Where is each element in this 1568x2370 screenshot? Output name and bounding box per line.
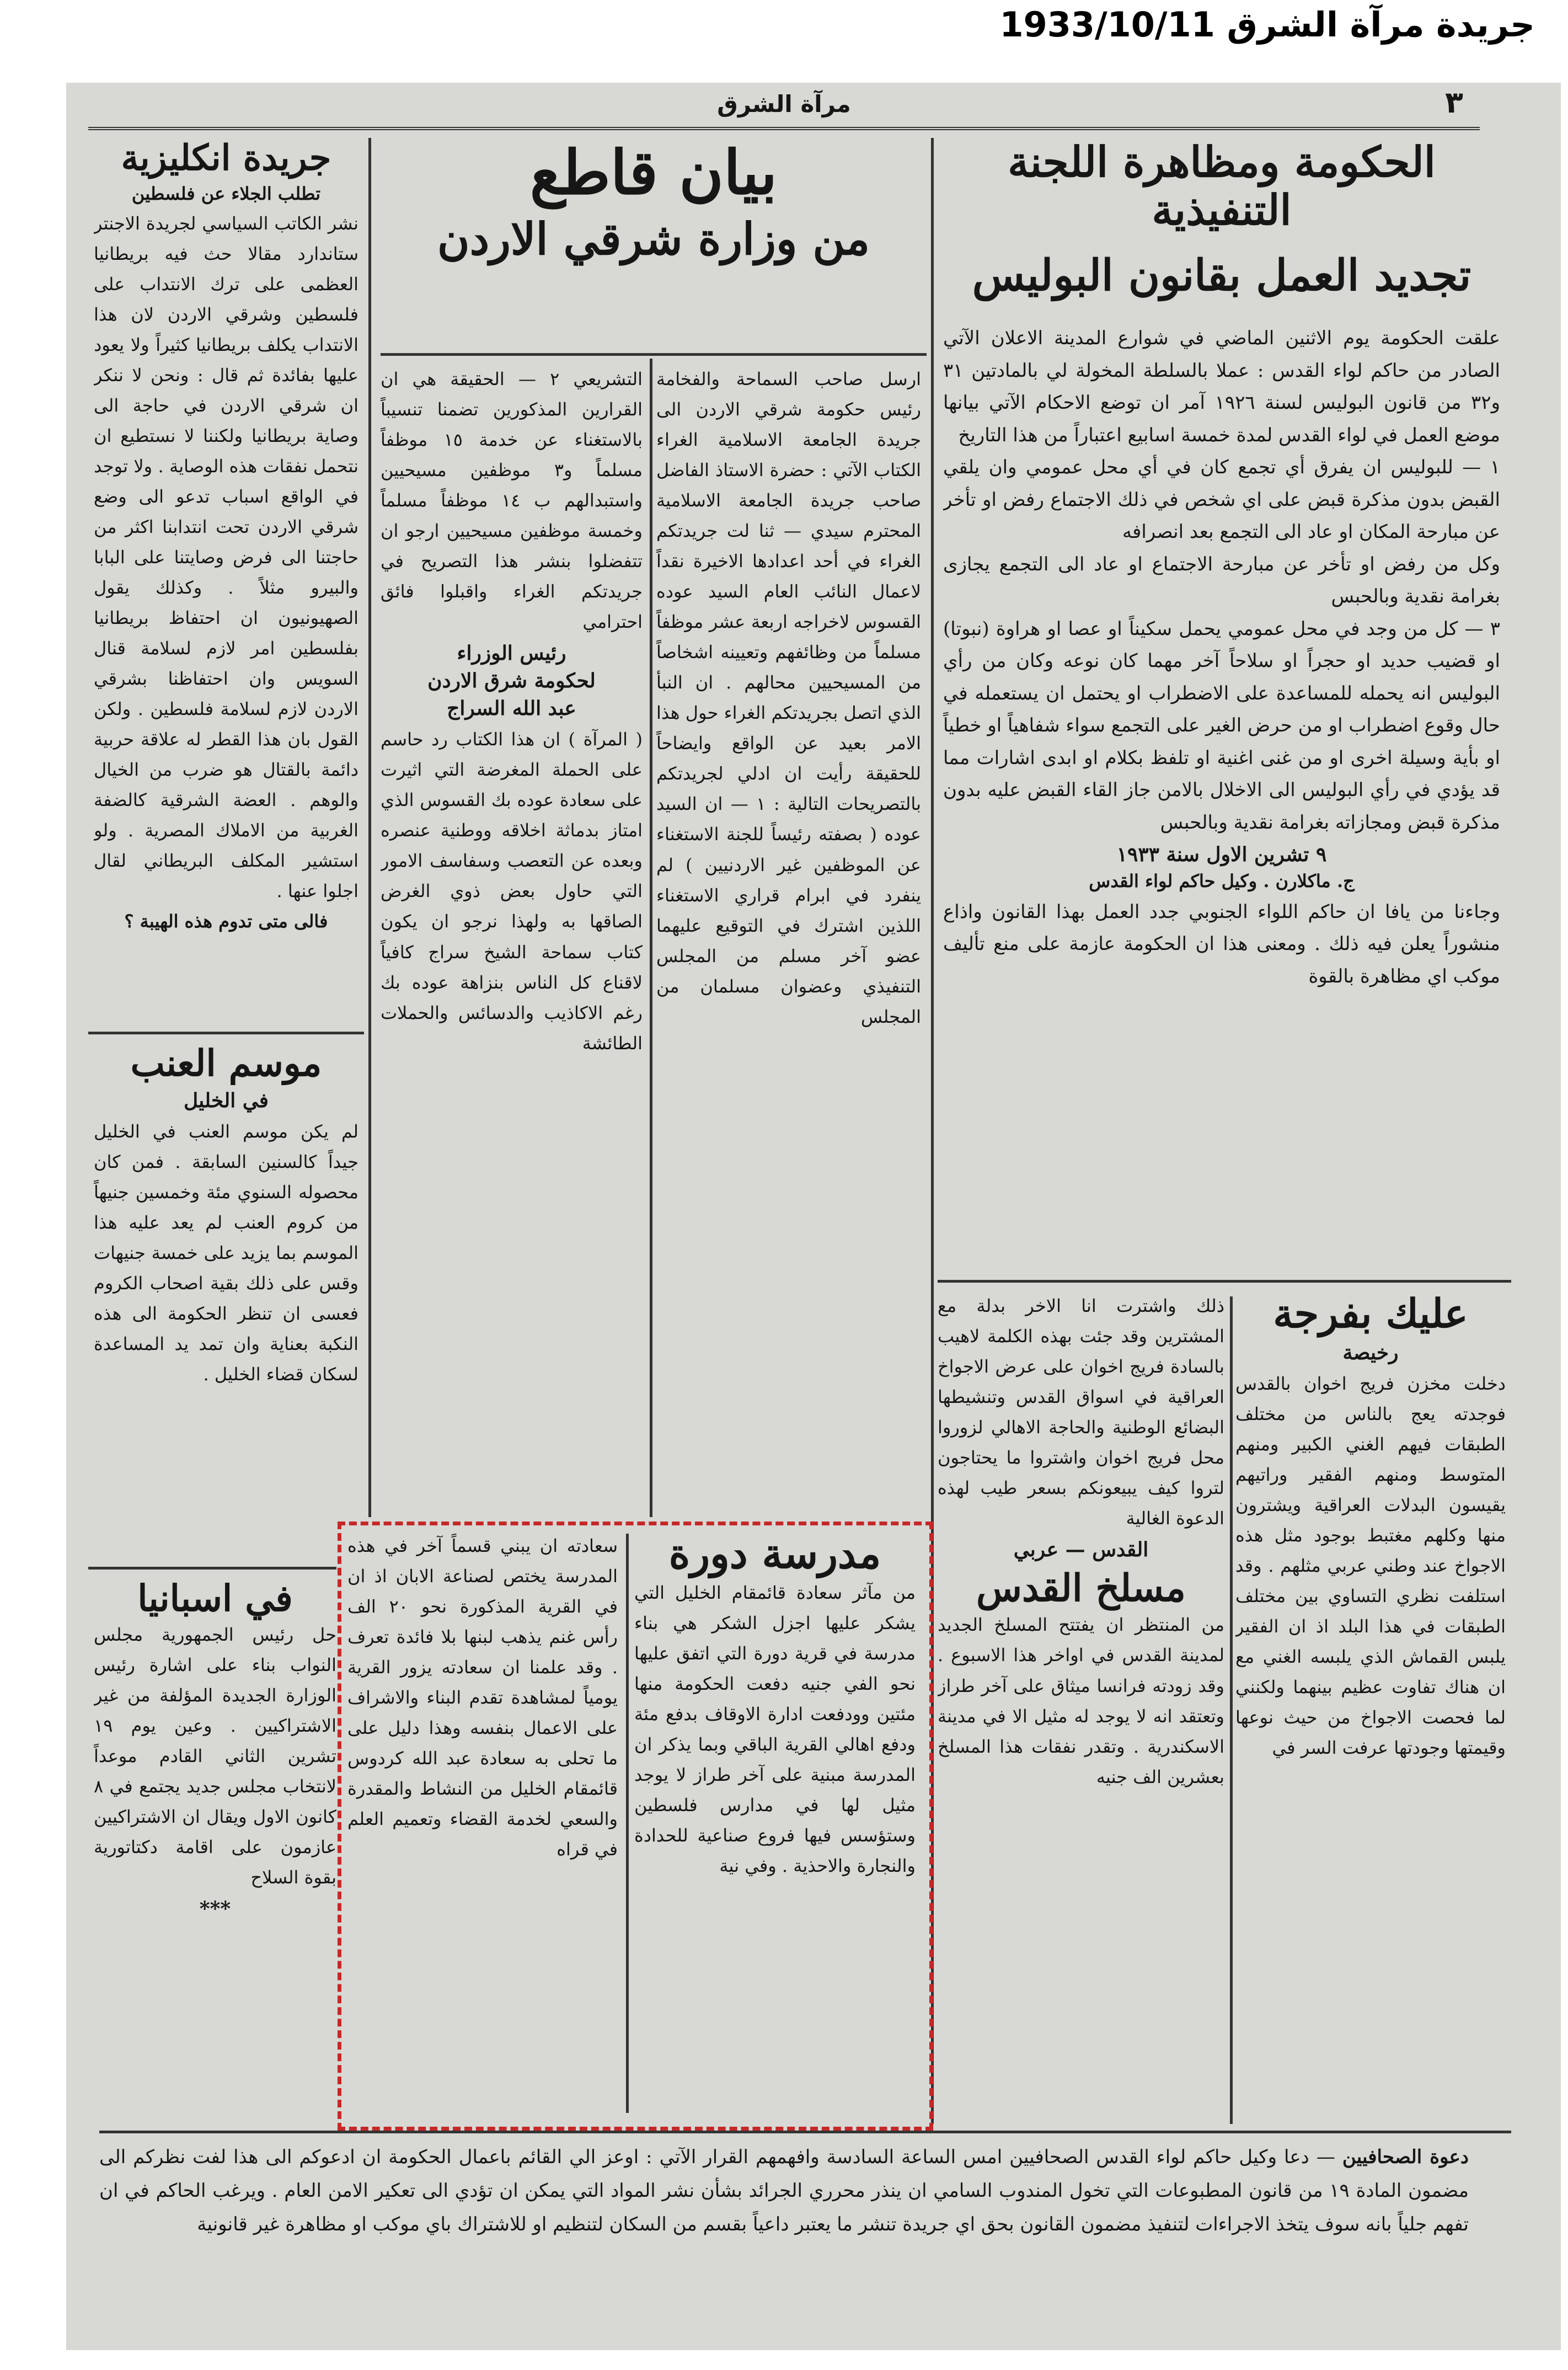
article-body: من المنتظر ان يفتتح المسلخ الجديد لمدينة القدس في اواخر هذا الاسبوع . وقد زودته فرانسا ميثاق على آخر طراز وتعتقد انه لا يوجد له مثيل الا في مدينة الاسكندرية . وتقدر نفقات هذا المسلخ بعشرين الف جنيه bbox=[938, 1614, 1224, 1787]
article-header-jordan bbox=[381, 138, 927, 348]
article-fraij-brothers bbox=[1235, 1291, 1506, 2118]
article-jordan-body-left bbox=[381, 364, 643, 1512]
article-body: سعادته ان يبني قسماً آخر في هذه المدرسة يختص لصناعة الابان اذ ان في القرية المذكورة نحو ٢٠ الف رأس غنم يذهب لبنها بلا فائدة تعرف . وقد علمنا ان سعادته يزور القرية يومياً لمشاهدة تقدم البناء والاشراف على الاعمال بنفسه وهذا دليل على ما تحلى به سعادة عبد الله كردوس قائمقام الخليل من النشاط والمقدرة والسعي لخدمة القضاء وتعميم العلم في قراه bbox=[347, 1535, 618, 1860]
signature-title: رئيس الوزراء bbox=[457, 642, 566, 665]
archive-caption: جريدة مرآة الشرق 1933/10/11 bbox=[999, 4, 1535, 45]
signature-org: لحكومة شرق الاردن bbox=[427, 669, 596, 693]
headline: عليك بفرجة bbox=[1273, 1291, 1468, 1337]
article-body: دخلت مخزن فريج اخوان بالقدس فوجدته يعج بالناس من مختلف الطبقات فيهم الغني الكبير ومنهم المتوسط ومنهم الفقير وراتيهم يقيسون البدلات العراقية ويشترون منها وكلهم مغتبط بوجود مثل هذه الاجواخ عند وطني عربي مثلهم . وقد استلفت نظري التساوي بين مختلف الطبقات في هذا البلد اذ ان الفقير يلبس القماش الذي يلبسه الغني مع ان هناك تفاوت عظيم بينهما ولكنني لما فحصت الاجواخ من حيث نوعها وقيمتها وجودتها عرفت السر في bbox=[1235, 1373, 1506, 1759]
column-rule bbox=[650, 359, 652, 1517]
article-dura-school-right bbox=[634, 1531, 916, 2116]
headline: في اسبانيا bbox=[137, 1578, 293, 1620]
article-lower-mid bbox=[938, 1291, 1224, 2118]
headline: بيان قاطع bbox=[529, 137, 778, 208]
column-rule bbox=[626, 1534, 629, 2113]
headline: مسلخ القدس bbox=[976, 1566, 1186, 1611]
headline: جريدة انكليزية bbox=[121, 138, 331, 179]
masthead-title: مرآة الشرق bbox=[717, 90, 851, 118]
kicker: فالى متى تدوم هذه الهيبة ؟ bbox=[124, 911, 328, 932]
article-english-paper bbox=[94, 138, 358, 1026]
article-grape-season bbox=[94, 1043, 358, 1561]
subheadline: تطلب الجلاء عن فلسطين bbox=[131, 183, 321, 204]
signature: ج. ماكلارن . وكيل حاكم لواء القدس bbox=[1089, 870, 1355, 892]
subheadline: في الخليل bbox=[183, 1088, 269, 1112]
signature-name: عبد الله السراج bbox=[447, 697, 576, 720]
headline: مدرسة دورة bbox=[668, 1531, 881, 1578]
section-rule bbox=[381, 353, 927, 356]
article-body: ارسل صاحب السماحة والفخامة رئيس حكومة شرقي الاردن الى جريدة الجامعة الاسلامية الغراء الكتاب الآتي : حضرة الاستاذ الفاضل صاحب جريدة الجامعة الاسلامية المحترم سيدي — ثنا لت جريدتكم الغراء في أحد اعدادها الاخيرة نقداً لاعمال النائب العام السيد عوده القسوس لاخراجه اربعة عشر موظفاً مسلماً من وظائفهم وتعيينه اشخاصاً من المسيحيين محالهم . ان النبأ الذي اتصل بجريدتكم الغراء حول هذا الامر بعيد عن الواقع وايضاحاً للحقيقة رأيت ان ادلي لجريدتكم بالتصريحات التالية : ١ — ان السيد عوده ( بصفته رئيساً للجنة الاستغناء عن الموظفين غير الاردنيين ) لم ينفرد في ابرام قراري الاستغناء اللذين اشترك في التوقيع عليهما عضو آخر مسلم من المجلس التنفيذي وعضوان مسلمان من المجلس bbox=[656, 369, 921, 1027]
article-body: وجاءنا من يافا ان حاكم اللواء الجنوبي جدد العمل بهذا القانون واذاع منشوراً يعلن فيه ذلك . ومعنى هذا ان الحكومة عازمة على منع تأليف موكب اي مظاهرة بالقوة bbox=[943, 900, 1500, 988]
section-rule bbox=[88, 1032, 364, 1034]
article-jordan-body-right bbox=[656, 364, 921, 1512]
end-mark: *** bbox=[199, 1897, 231, 1921]
footer-lead: دعوة الصحافيين bbox=[1342, 2146, 1469, 2168]
page-number: ٣ bbox=[1445, 85, 1463, 120]
section-rule bbox=[88, 1567, 336, 1570]
footer-article: دعوة الصحافيين — دعا وكيل حاكم لواء القدس الصحافيين امس الساعة السادسة وافهمهم القرار الآتي : اوعز الي القائم باعمال الحكومة ان ادعوكم الى هذا لفت نظركم الى مضمون المادة ١٩ من قانون المطبوعات التي تخول المندوب السامي ان ينذر محرري الجرائد بشأن نشر المواد التي يمكن ان تؤدي الى تعكير الامن العام . ويرغب الحاكم في ان تفهم جلياً بانه سوف يتخذ الاجراءات لتنفيذ مضمون القانون بحق اي جريدة تنشر ما يعتبر داعياً بقسم من السكان لتنظيم او للاشتراك باي موكب او مظاهرة غير قانونية bbox=[99, 2146, 1469, 2236]
editor-note: ( المرآة ) ان هذا الكتاب رد حاسم على الحملة المغرضة التي اثيرت على سعادة عوده بك القسوس الذي امتاز بدماثة اخلاقه ووطنية عنصره وبعده عن التعصب وسفاسف الامور التي حاول بعض ذوي الغرض الصاقها به ولهذا نرجو ان يكون كتاب سماحة الشيخ سراج كافياً لاقناع كل الناس بنزاهة عوده بك رغم الاكاذيب والدسائس والحملات الطائشة bbox=[381, 729, 643, 1054]
footer-body: دعا وكيل حاكم لواء القدس الصحافيين امس الساعة السادسة وافهمهم القرار الآتي : اوعز الي القائم باعمال الحكومة ان ادعوكم الى هذا لفت نظركم الى مضمون المادة ١٩ من قانون المطبوعات التي تخول المندوب السامي ان ينذر محرري الجرائد بشأن نشر المواد التي يمكن ان تؤدي الى تعكير الامن العام . ويرغب الحاكم في ان تفهم جلياً بانه سوف يتخذ الاجراءات لتنفيذ مضمون القانون بحق اي جريدة تنشر ما يعتبر داعياً بقسم من السكان لتنظيم او للاشتراك باي موكب او مظاهرة غير قانونية bbox=[99, 2146, 1469, 2236]
subheadline: من وزارة شرقي الاردن bbox=[437, 212, 870, 265]
article-body: التشريعي ٢ — الحقيقة هي ان القرارين المذكورين تضمنا تنسيباً بالاستغناء عن خدمة ١٥ موظفاً مسلماً و٣ موظفين مسيحيين واستبدالهم ب ١٤ موظفاً مسلماً وخمسة موظفين مسيحيين ارجو ان تتفضلوا بنشر هذا التصريح في جريدتكم الغراء واقبلوا فائق احترامي bbox=[381, 369, 643, 633]
article-spain bbox=[94, 1578, 336, 2124]
article-body: ٣ — كل من وجد في محل عمومي يحمل سكيناً او عصا او هراوة (نبوتا) او قضيب حديد او حجراً او سلاحاً آخر مهما كان نوعه وكان من رأي البوليس انه يحمله للمساعدة على الاضطراب او يحتمل ان يستعمله في حال وقوع اضطراب او من حرض الغير على التجمع سواء شفاهياً او خطياً او بأية وسيلة اخرى او من غنى اغنية او تلفظ بكلام او ابدى اشارات مما قد يؤدي في رأي البوليس الى الاخلال بالامن جاز القاء القبض عليه بدون مذكرة قبض ومجازاته بغرامة نقدية وبالحبس bbox=[943, 617, 1500, 834]
subheadline: رخيصة bbox=[1342, 1341, 1399, 1364]
article-body: وكل من رفض او تأخر عن مبارحة الاجتماع او عاد الى التجمع يجازى بغرامة نقدية وبالحبس bbox=[943, 553, 1500, 608]
article-body: نشر الكاتب السياسي لجريدة الاجنتر ستاندارد مقالا حث فيه بريطانيا العظمى على ترك الانتداب على فلسطين وشرقي الاردن لان هذا الانتداب يكلف بريطانيا كثيراً ولا يعود عليها بفائدة ثم قال : ونحن لا ننكر ان شرقي الاردن في حاجة الى وصاية بريطانيا ولكننا لا نستطيع ان نتحمل نفقات هذه الوصاية . ولا توجد في الواقع اسباب تدعو الى وضع شرقي الاردن تحت انتدابنا اكثر من حاجتنا الى فرض وصايتنا على البابا والبيرو مثلاً . وكذلك يقول الصهيونيون ان احتفاظ بريطانيا بفلسطين امر لازم لسلامة قنال السويس وان احتفاظنا بشرقي الاردن لازم لسلامة فلسطين . ولكن القول بان هذا القطر له علاقة حربية دائمة بالقتال هو ضرب من الخيال والوهم . العضة الشرقية كالضفة الغربية من الاملاك المصرية . ولو استشير المكلف البريطاني لقال اجلوا عنها . bbox=[94, 212, 358, 902]
article-body: من مآثر سعادة قائمقام الخليل التي يشكر عليها اجزل الشكر هي بناء مدرسة في قرية دورة التي اتفق عليها نحو الفي جنيه دفعت الحكومة منها مئتين وودفعت ادارة الاوقاف بدفع مئة ودفع اهالي القرية الباقي وبما يذكر ان المدرسة مبنية على آخر طراز لا يوجد مثيل لها في مدارس فلسطين وستؤسس فيها فروع صناعية للحدادة والنجارة والاحذية . وفي نية bbox=[634, 1582, 916, 1877]
article-body: علقت الحكومة يوم الاثنين الماضي في شوارع المدينة الاعلان الآتي الصادر من حاكم لواء القدس : عملا بالسلطة المخولة لي بالمادتين ٣١ و٣٢ من قانون البوليس لسنة ١٩٢٦ آمر ان توضع الاحكام الآتي بيانها موضع العمل في لواء القدس لمدة خمسة اسابيع اعتباراً من هذا التاريخ bbox=[943, 327, 1500, 446]
signature: القدس — عربي bbox=[1013, 1538, 1149, 1562]
headline: الحكومة ومظاهرة اللجنة التنفيذية bbox=[1008, 138, 1436, 235]
date-line: ٩ تشرين الاول سنة ١٩٣٣ bbox=[1116, 842, 1327, 866]
masthead bbox=[88, 85, 1480, 130]
article-body: ذلك واشترت انا الاخر بدلة مع المشترين وقد جئت بهذه الكلمة لاهيب بالسادة فريج اخوان على عرض الاجواخ العراقية في اسواق القدس وتنشيطها البضائع الوطنية والحاجة الاهالي لزوروا محل فريج اخوان واشتروا ما يحتاجون لتروا كيف يبيعونكم بسعر طيب لهذه الدعوة الغالية bbox=[938, 1295, 1224, 1529]
section-rule bbox=[938, 1280, 1511, 1283]
column-rule bbox=[1230, 1296, 1233, 2124]
article-dura-school-left bbox=[347, 1531, 618, 2116]
article-body: لم يكن موسم العنب في الخليل جيداً كالسنين السابقة . فمن كان محصوله السنوي مئة وخمسين جنيهاً من كروم العنب لم يعد عليه هذا الموسم بما يزيد على خمسة جنيهات وقس على ذلك بقية اصحاب الكروم فعسى ان تنظر الحكومة الى هذه النكبة بعناية وان تمد يد المساعدة لسكان قضاء الخليل . bbox=[94, 1120, 358, 1385]
column-rule bbox=[368, 138, 371, 1517]
article-body: حل رئيس الجمهورية مجلس النواب بناء على اشارة رئيس الوزارة الجديدة المؤلفة من غير الاشتراكيين . وعين يوم ١٩ تشرين الثاني القادم موعداً لانتخاب مجلس جديد يجتمع في ٨ كانون الاول ويقال ان الاشتراكيين عازمون على اقامة دكتاتورية بقوة السلاح bbox=[94, 1624, 336, 1888]
subheadline: تجديد العمل بقانون البوليس bbox=[972, 250, 1471, 301]
section-rule bbox=[99, 2131, 1511, 2133]
article-body: ١ — للبوليس ان يفرق أي تجمع كان في أي محل عمومي وان يلقي القبض بدون مذكرة قبض على اي شخص في ذلك الاجتماع رفض او تأخر عن مبارحة المكان او عاد الى التجمع بعد انصرافه bbox=[943, 456, 1500, 543]
article-government-demonstration bbox=[943, 138, 1500, 1274]
headline: موسم العنب bbox=[130, 1043, 322, 1085]
